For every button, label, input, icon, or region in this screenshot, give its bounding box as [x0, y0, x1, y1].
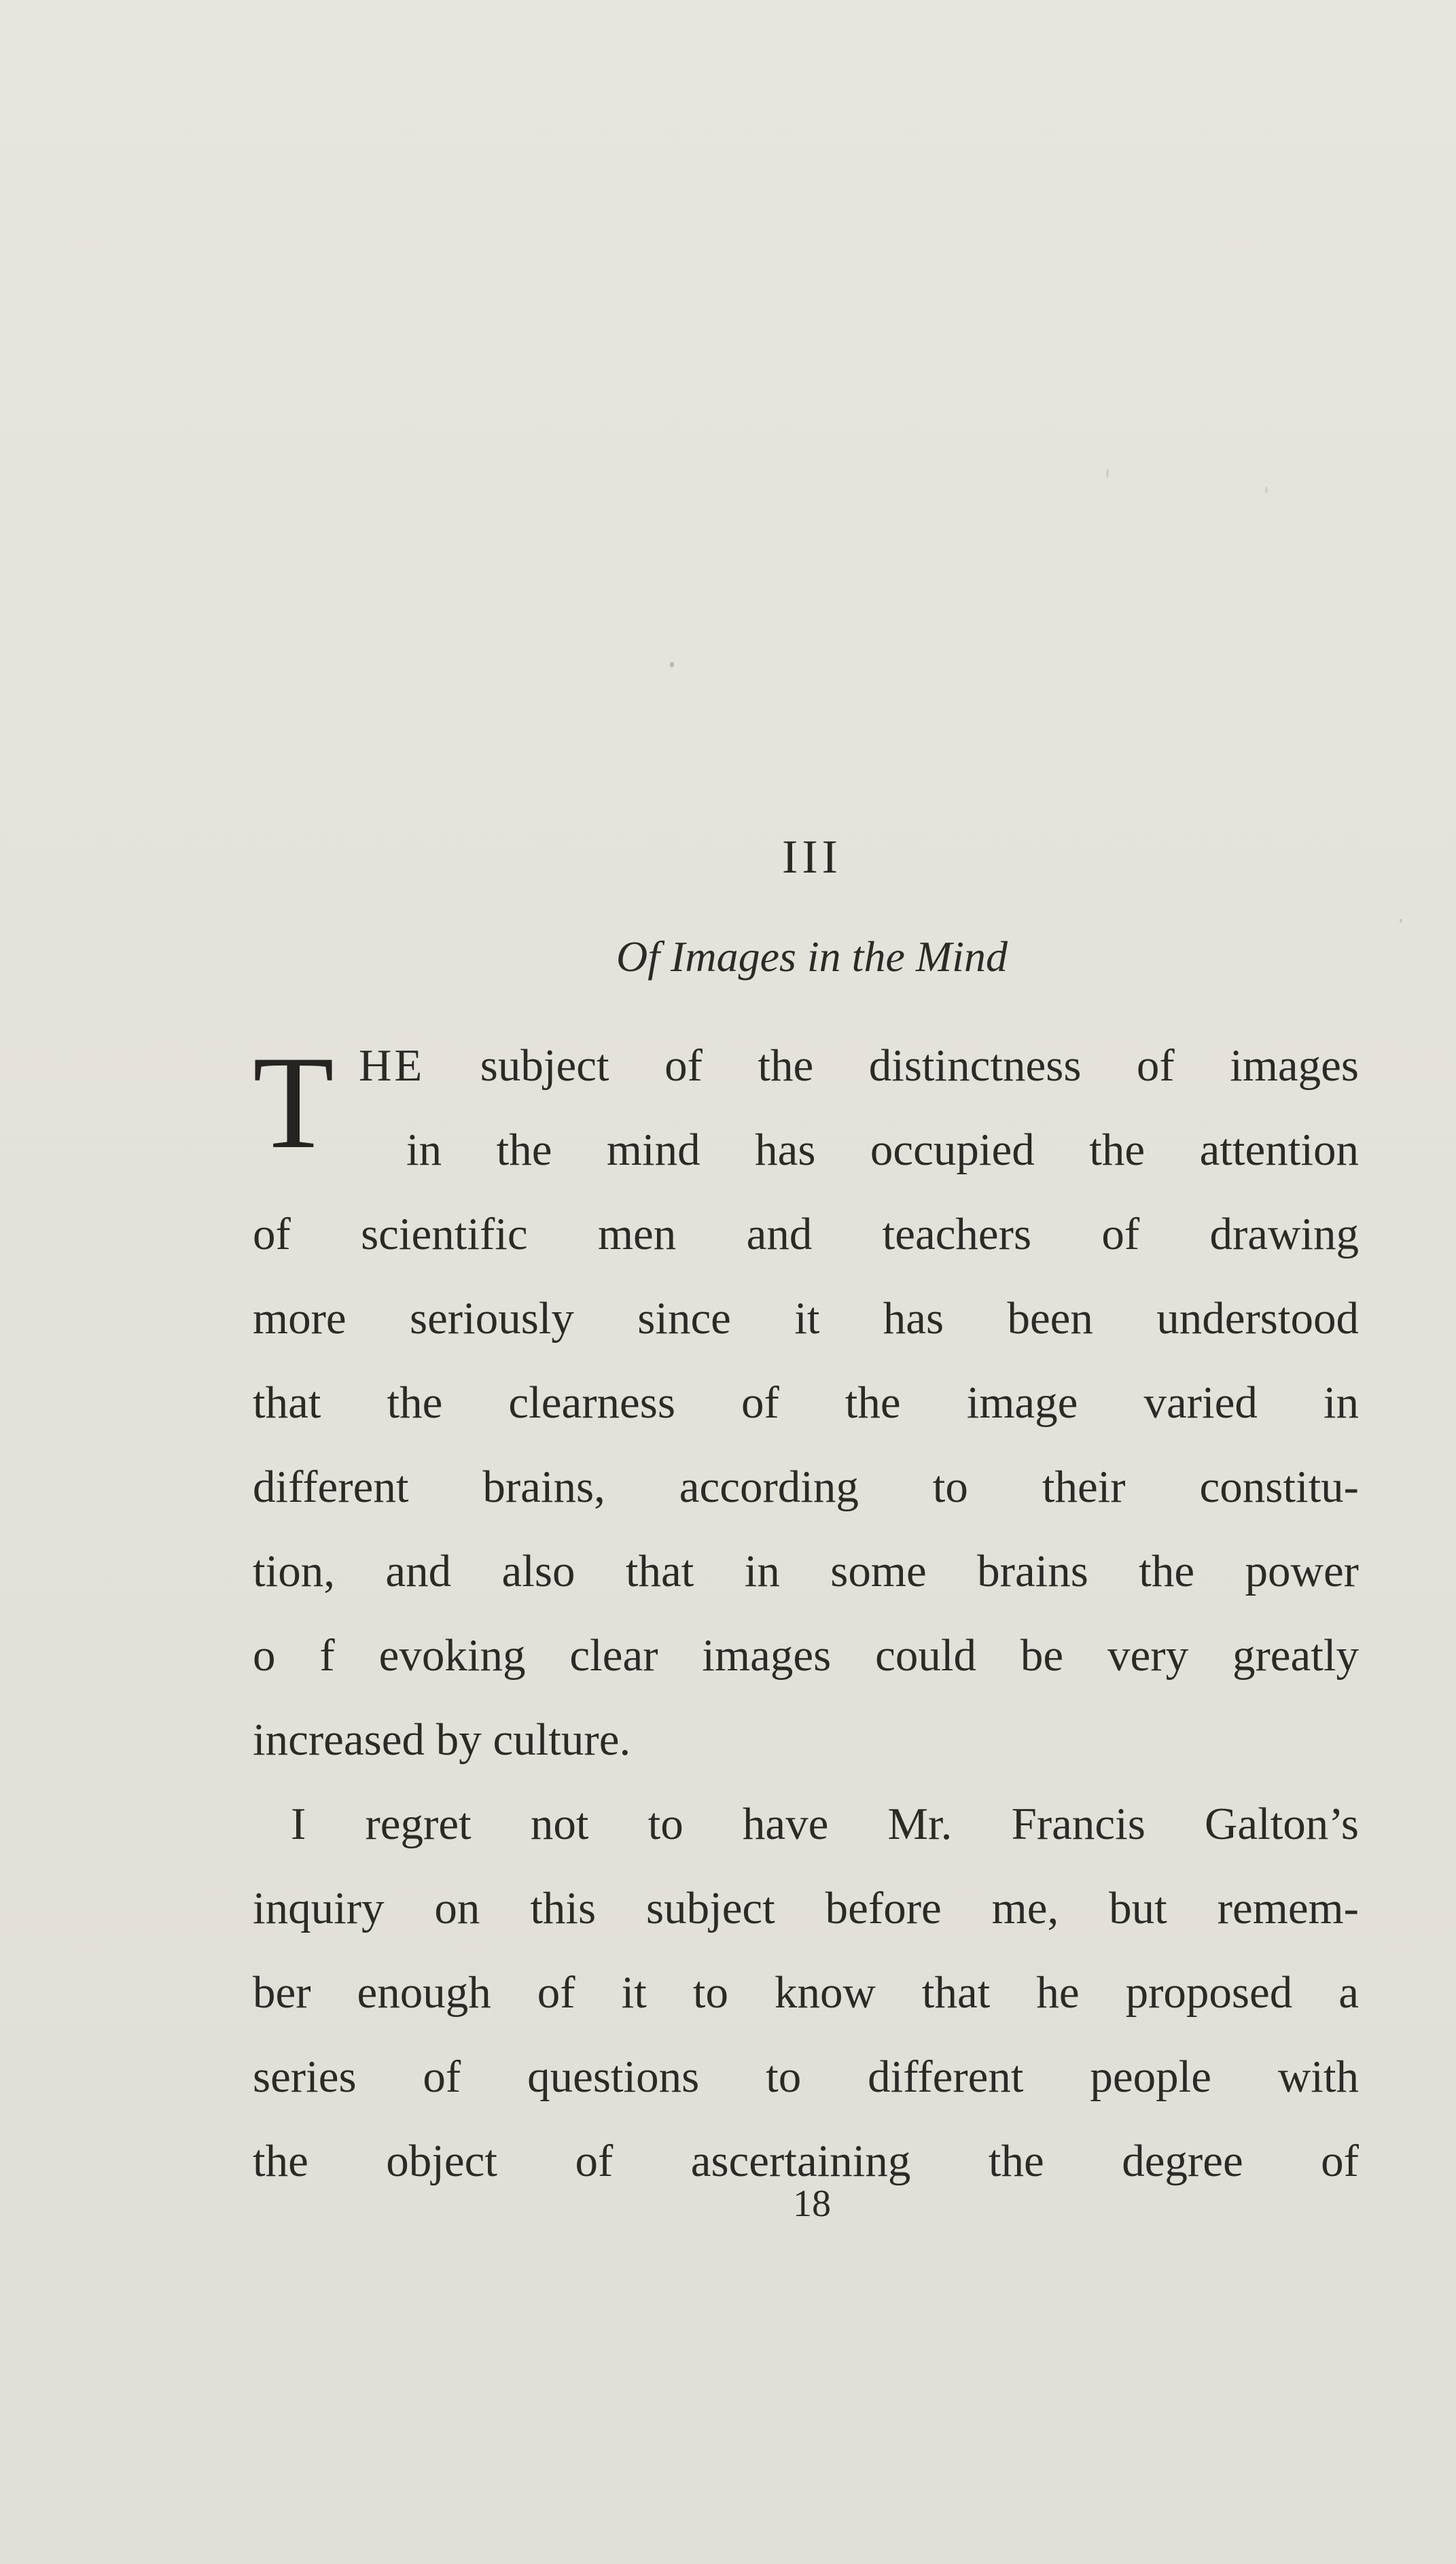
paper-speck — [1400, 919, 1402, 923]
text-line: ber enough of it to know that he proposed a — [253, 1967, 1359, 2018]
text-line: different brains, according to their constitu- — [253, 1462, 1359, 1512]
first-line-text: subject of the distinctness of images — [425, 1040, 1359, 1091]
text-line — [359, 1032, 1359, 1100]
paper-speck — [670, 662, 674, 667]
chapter-number: III — [782, 831, 842, 883]
page-number: 18 — [793, 2183, 831, 2225]
text-line: tion, and also that in some brains the power — [253, 1546, 1359, 1596]
text-line: that the clearness of the image varied in — [253, 1377, 1359, 1428]
text-line: series of questions to different people with — [253, 2052, 1359, 2102]
text-line: more seriously since it has been understood — [253, 1293, 1359, 1344]
drop-cap: T — [253, 1029, 334, 1176]
text-line: increased by culture. — [253, 1715, 631, 1765]
text-line: in the mind has occupied the attention — [406, 1125, 1359, 1175]
text-line: of scientific men and teachers of drawing — [253, 1209, 1359, 1259]
text-line: I regret not to have Mr. Francis Galton’s — [291, 1799, 1359, 1849]
text-line: o f evoking clear images could be very greatly — [253, 1630, 1359, 1681]
chapter-title: Of Images in the Mind — [616, 932, 1008, 981]
small-caps: HE — [359, 1040, 425, 1091]
paper-speck — [1265, 487, 1268, 493]
text-line: inquiry on this subject before me, but remem- — [253, 1883, 1359, 1933]
paper-speck — [1106, 469, 1109, 478]
text-line: the object of ascertaining the degree of — [253, 2136, 1359, 2186]
